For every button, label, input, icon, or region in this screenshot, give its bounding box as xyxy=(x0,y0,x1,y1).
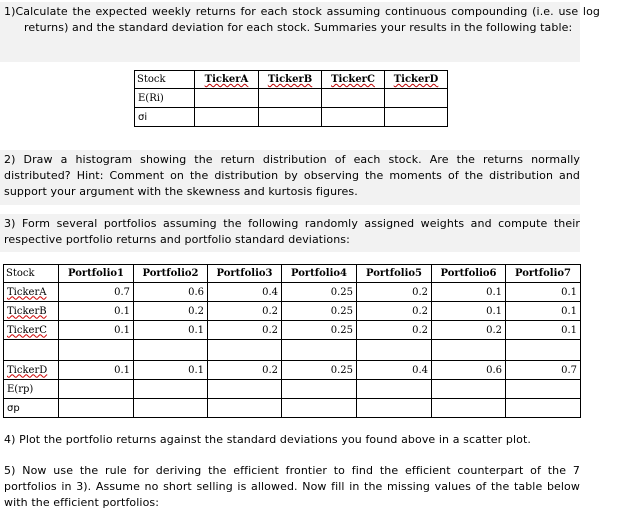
q1-cell[interactable] xyxy=(322,89,385,108)
table-row xyxy=(135,108,448,127)
q3-cell[interactable] xyxy=(506,380,581,399)
q3-cell: 0.1 xyxy=(506,302,581,321)
table-row xyxy=(4,340,581,361)
q3-cell: 0.1 xyxy=(506,283,581,302)
q1-cell[interactable] xyxy=(322,108,385,127)
q3-cell: 0.7 xyxy=(59,283,134,302)
q3-cell: 0.1 xyxy=(59,302,134,321)
q3-cell xyxy=(59,340,134,361)
q3-cell: 0.25 xyxy=(282,302,357,321)
q3-cell: 0.2 xyxy=(357,283,432,302)
q1-row-label: σi xyxy=(135,108,195,127)
table-row xyxy=(4,321,581,340)
q3-cell: 0.6 xyxy=(134,283,208,302)
q3-header-portfolio2: Portfolio2 xyxy=(134,265,208,283)
q3-cell xyxy=(282,340,357,361)
q3-cell: 0.2 xyxy=(357,321,432,340)
q3-header-portfolio7: Portfolio7 xyxy=(506,265,581,283)
q3-cell[interactable] xyxy=(134,380,208,399)
q3-cell: 0.2 xyxy=(357,302,432,321)
question-1-text: 1)Calculate the expected weekly returns for each stock assuming continuous compounding (i.e. use log returns) and the standard deviation for each stock. Summaries your results in the following table: xyxy=(4,5,600,34)
table-row xyxy=(4,399,581,418)
question-2-text: 2) Draw a histogram showing the return distribution of each stock. Are the returns normally distributed? Hint: Comment on the distribution by observing the moments of the distribution and support your argument with the skewness and kurtosis figures. xyxy=(4,153,580,198)
q3-header-stock: Stock xyxy=(4,265,59,283)
q3-cell[interactable] xyxy=(59,380,134,399)
q3-cell: 0.25 xyxy=(282,321,357,340)
q1-header-tickera: TickerA xyxy=(195,71,259,89)
q3-header-portfolio4: Portfolio4 xyxy=(282,265,357,283)
q3-cell xyxy=(134,340,208,361)
q3-cell: 0.2 xyxy=(208,302,282,321)
q3-cell[interactable] xyxy=(357,399,432,418)
q1-header-tickerb: TickerB xyxy=(259,71,322,89)
q1-row-label: E(Ri) xyxy=(135,89,195,108)
q3-cell: 0.2 xyxy=(432,321,506,340)
q3-cell[interactable] xyxy=(506,399,581,418)
q3-cell[interactable] xyxy=(432,380,506,399)
q3-portfolio-table xyxy=(3,264,581,418)
table-row xyxy=(135,89,448,108)
q3-cell: 0.1 xyxy=(134,361,208,380)
q3-header-portfolio1: Portfolio1 xyxy=(59,265,134,283)
q3-cell xyxy=(357,340,432,361)
q1-cell[interactable] xyxy=(385,89,448,108)
q3-cell: 0.2 xyxy=(134,302,208,321)
q3-row-label: σp xyxy=(4,399,59,418)
q3-cell[interactable] xyxy=(432,399,506,418)
q3-cell xyxy=(506,340,581,361)
q3-row-label xyxy=(4,340,59,361)
q3-cell: 0.7 xyxy=(506,361,581,380)
q1-cell[interactable] xyxy=(195,89,259,108)
table-row xyxy=(4,361,581,380)
q3-cell[interactable] xyxy=(134,399,208,418)
q3-row-label: TickerD xyxy=(4,361,59,380)
q1-header-tickerd: TickerD xyxy=(385,71,448,89)
table-row xyxy=(4,283,581,302)
table-row xyxy=(4,380,581,399)
question-3-text: 3) Form several portfolios assuming the following randomly assigned weights and compute their respective portfolio returns and portfolio standard deviations: xyxy=(4,217,580,246)
q1-results-table xyxy=(134,70,448,127)
q3-header-portfolio3: Portfolio3 xyxy=(208,265,282,283)
q3-header-portfolio6: Portfolio6 xyxy=(432,265,506,283)
q3-cell: 0.1 xyxy=(59,361,134,380)
question-5-text: 5) Now use the rule for deriving the efficient frontier to find the efficient counterpart of the 7 portfolios in 3). Assume no short selling is allowed. Now fill in the missing values of the table below with the efficient portfolios: xyxy=(4,464,580,509)
q3-row-label: TickerC xyxy=(4,321,59,340)
q1-header-tickerc: TickerC xyxy=(322,71,385,89)
table-row xyxy=(4,302,581,321)
question-4-text: 4) Plot the portfolio returns against the standard deviations you found above in a scatter plot. xyxy=(4,433,531,446)
q3-cell[interactable] xyxy=(357,380,432,399)
q3-cell xyxy=(432,340,506,361)
q3-cell: 0.2 xyxy=(208,361,282,380)
q3-cell xyxy=(208,340,282,361)
q1-header-stock: Stock xyxy=(135,71,195,89)
q3-row-label: E(rp) xyxy=(4,380,59,399)
q3-cell: 0.4 xyxy=(357,361,432,380)
q1-cell[interactable] xyxy=(385,108,448,127)
q1-cell[interactable] xyxy=(259,108,322,127)
q3-cell: 0.2 xyxy=(208,321,282,340)
q3-header-row xyxy=(4,265,581,283)
q3-cell[interactable] xyxy=(208,399,282,418)
q3-header-portfolio5: Portfolio5 xyxy=(357,265,432,283)
q3-cell: 0.25 xyxy=(282,361,357,380)
q3-row-label: TickerB xyxy=(4,302,59,321)
q3-cell[interactable] xyxy=(208,380,282,399)
q3-cell[interactable] xyxy=(282,399,357,418)
q3-cell: 0.25 xyxy=(282,283,357,302)
q3-cell: 0.4 xyxy=(208,283,282,302)
q3-row-label: TickerA xyxy=(4,283,59,302)
q3-cell[interactable] xyxy=(59,399,134,418)
q3-cell: 0.1 xyxy=(432,283,506,302)
q3-cell: 0.1 xyxy=(59,321,134,340)
q3-cell: 0.6 xyxy=(432,361,506,380)
q3-cell: 0.1 xyxy=(432,302,506,321)
q1-cell[interactable] xyxy=(195,108,259,127)
q3-cell: 0.1 xyxy=(134,321,208,340)
q3-cell[interactable] xyxy=(282,380,357,399)
q1-header-row xyxy=(135,71,448,89)
q1-cell[interactable] xyxy=(259,89,322,108)
q3-cell: 0.1 xyxy=(506,321,581,340)
